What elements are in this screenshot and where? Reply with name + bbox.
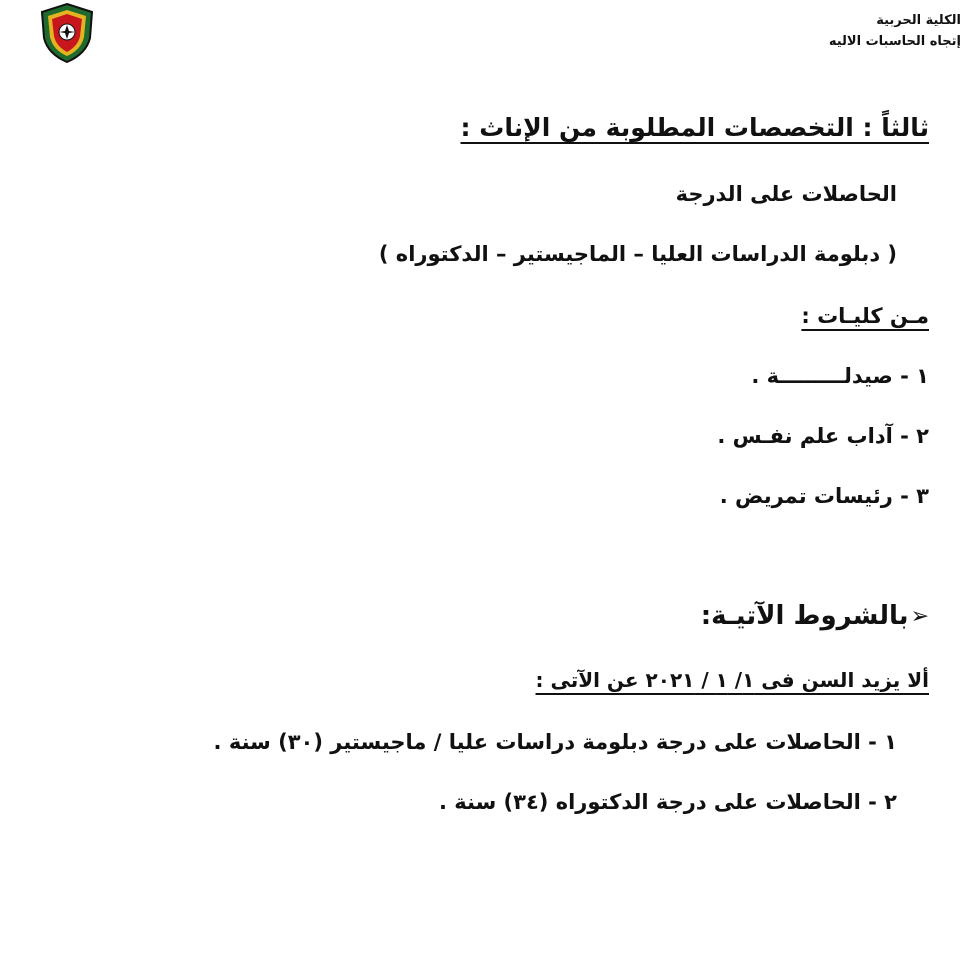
conditions-heading-text: بالشروط الآتيـة: bbox=[700, 601, 909, 631]
degrees-list: ( دبلومة الدراسات العليا – الماجيستير – الدكتوراه ) bbox=[378, 242, 897, 266]
arrow-bullet-icon: ➢ bbox=[910, 603, 929, 629]
institution-name: الكلية الحربية bbox=[876, 13, 961, 28]
institution-header bbox=[829, 10, 961, 52]
age-item-diploma-masters: ١ - الحاصلات على درجة دبلومة دراسات عليا / ماجيستير (٣٠) سنة . bbox=[213, 730, 897, 754]
military-college-emblem-icon bbox=[36, 2, 98, 64]
faculty-item-psychology: ٢ - آداب علم نفـس . bbox=[717, 424, 929, 448]
department-name: إتجاه الحاسبات الاليه bbox=[828, 34, 961, 49]
degree-holders-line: الحاصلات على الدرجة bbox=[675, 182, 897, 206]
age-limit-heading: ألا يزيد السن فى ١/ ١ / ٢٠٢١ عن الآتى : bbox=[535, 668, 929, 692]
conditions-heading bbox=[701, 601, 929, 631]
age-item-doctorate: ٢ - الحاصلات على درجة الدكتوراه (٣٤) سنة . bbox=[439, 790, 897, 814]
faculties-heading: مـن كليـات : bbox=[801, 304, 929, 328]
section-heading-female-specialties: ثالثاً : التخصصات المطلوبة من الإناث : bbox=[460, 113, 929, 142]
faculty-item-pharmacy: ١ - صيدلـــــــــة . bbox=[751, 364, 929, 388]
faculty-item-nursing: ٣ - رئيسات تمريض . bbox=[719, 484, 929, 508]
